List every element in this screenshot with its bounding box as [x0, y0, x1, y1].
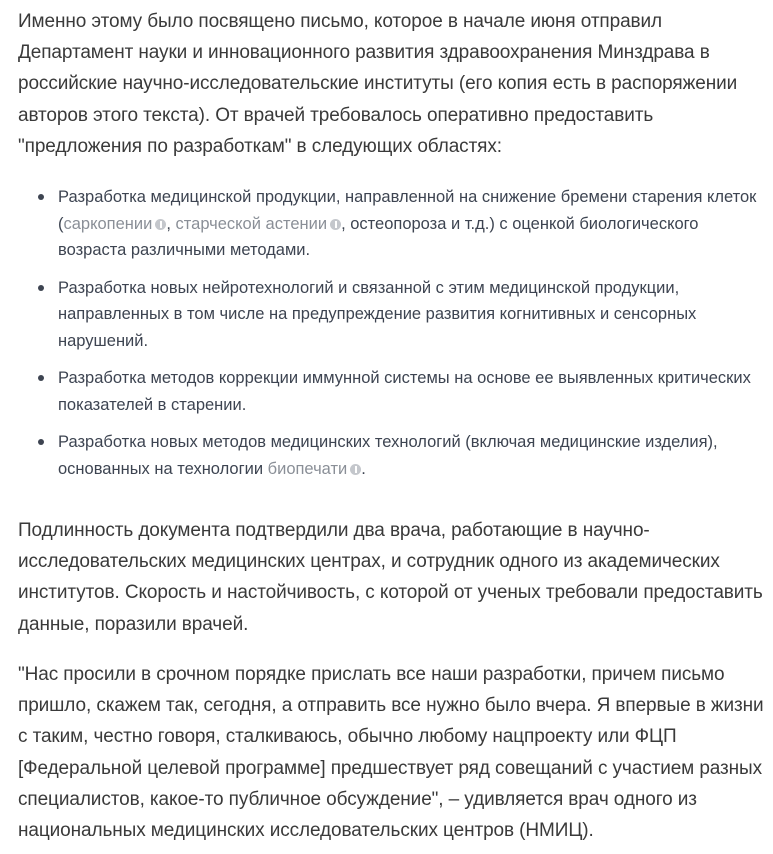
- info-icon[interactable]: [330, 219, 341, 230]
- list-item-text: Разработка новых методов медицинских технологий (включая медицинские изделия), основанных на технологии: [58, 433, 718, 478]
- bullet-dot: [38, 285, 44, 291]
- bullet-dot: [38, 194, 44, 200]
- glossary-term-bioprinting[interactable]: биопечати: [267, 459, 348, 478]
- info-icon[interactable]: [155, 219, 166, 230]
- list-item-text: Разработка новых нейротехнологий и связанной с этим медицинской продукции, направленных в том числе на предупреждение развития когнитивных и сенсорных нарушений.: [58, 278, 697, 350]
- article-paragraph-2: Подлинность документа подтвердили два врача, работающие в научно-исследовательских медицинских центрах, и сотрудник одного из академических институтов. Скорость и настойчивость, с которой от ученых требовали предоставить данные, поразили врачей.: [18, 520, 763, 635]
- article-paragraph-1: Именно этому было посвящено письмо, которое в начале июня отправил Департамент науки и инновационного развития здравоохранения Минздрава в российские научно-исследовательские институты (его копия есть в распоряжении авторов этого текста). От врачей требовалось оперативно предоставить "предложения по разработкам" в следующих областях:: [18, 11, 738, 157]
- proposal-areas-list: [0, 184, 773, 493]
- list-item: [0, 275, 773, 355]
- list-item-text: Разработка методов коррекции иммунной системы на основе ее выявленных критических показателей в старении.: [58, 369, 751, 414]
- list-item-text: Разработка медицинской продукции, направленной на снижение бремени старения клеток (: [58, 188, 757, 233]
- list-item-text: ,: [166, 214, 176, 233]
- list-item: [0, 429, 773, 482]
- glossary-term-sarcopenia[interactable]: саркопении: [63, 214, 153, 233]
- info-icon[interactable]: [350, 464, 361, 475]
- bullet-dot: [38, 439, 44, 445]
- list-item-text: , остеопороза и т.д.) с оценкой биологического возраста различными методами.: [58, 214, 699, 259]
- list-item: [0, 184, 773, 264]
- glossary-term-senile-asthenia[interactable]: старческой астении: [175, 214, 328, 233]
- bullet-dot: [38, 375, 44, 381]
- list-item-text: .: [361, 459, 366, 478]
- list-item: [0, 365, 773, 418]
- article-paragraph-3: "Нас просили в срочном порядке прислать все наши разработки, причем письмо пришло, скажем так, сегодня, а отправить все нужно было вчера. Я впервые в жизни с таким, честно говоря, сталкиваюсь, обычно любому нацпроекту или ФЦП [Федеральной целевой программе] предшествует ряд совещаний с участием разных специалистов, какое-то публичное обсуждение", – удивляется врач одного из национальных медицинских исследовательских центров (НМИЦ).: [18, 664, 764, 842]
